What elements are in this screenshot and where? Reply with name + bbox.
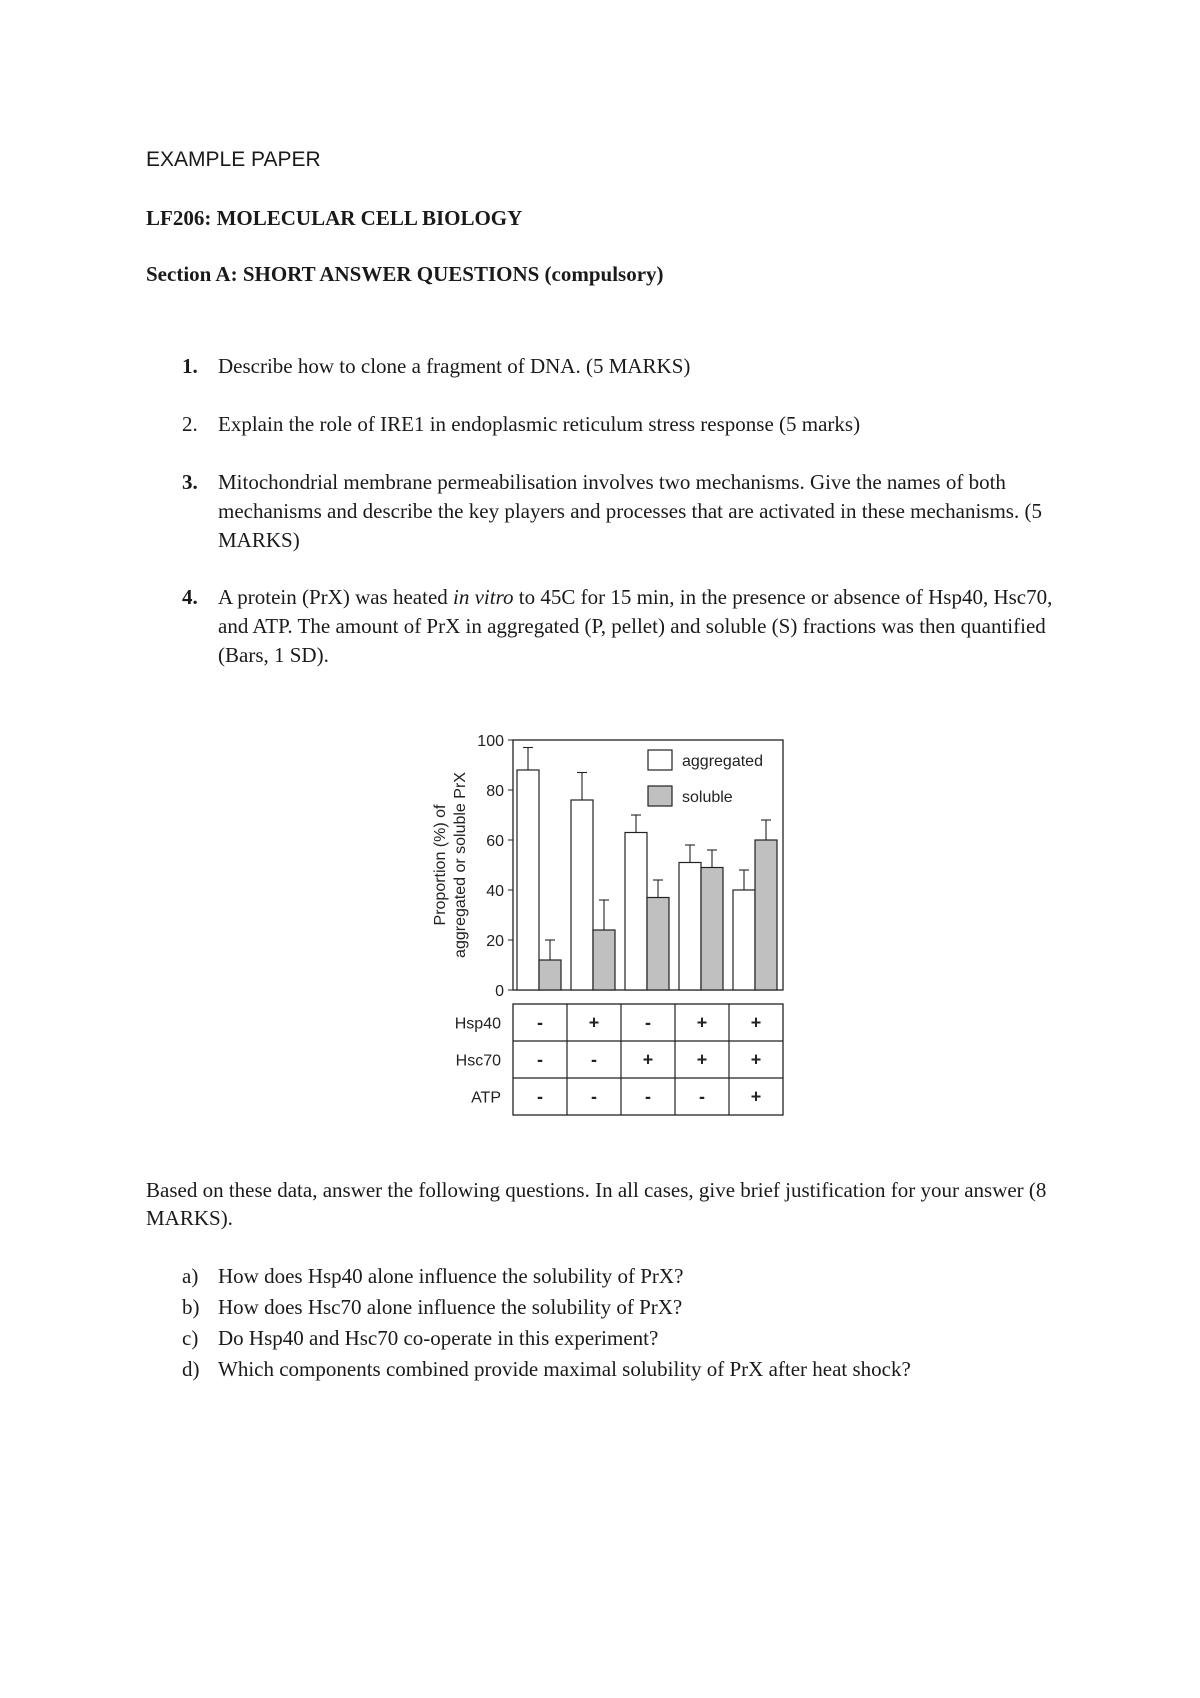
condition-row-label: ATP bbox=[471, 1089, 501, 1107]
condition-cell: - bbox=[537, 1049, 543, 1070]
condition-cell: - bbox=[591, 1086, 597, 1107]
legend-swatch-soluble bbox=[648, 786, 672, 806]
condition-cell: + bbox=[696, 1049, 708, 1070]
aggregated-bar bbox=[517, 770, 539, 990]
soluble-bar bbox=[701, 868, 723, 991]
aggregated-bar bbox=[571, 800, 593, 990]
y-tick-label: 20 bbox=[486, 933, 504, 950]
question-number: 2. bbox=[182, 412, 198, 436]
condition-cell: - bbox=[699, 1086, 705, 1107]
subquestions-intro: Based on these data, answer the following questions. In all cases, give brief justification for your answer (8 MARKS). bbox=[146, 1178, 1047, 1230]
question-text-end: to 45C for 15 min, in the presence or absence of Hsp40, Hsc70, and ATP. The amount of PrX in aggregated (P, pellet) and soluble (S) fractions was then quantified (Bars, 1 SD). bbox=[218, 585, 1053, 667]
condition-cell: - bbox=[645, 1012, 651, 1033]
question-text: Describe how to clone a fragment of DNA. (5 MARKS) bbox=[218, 354, 691, 378]
legend-label-aggregated: aggregated bbox=[682, 753, 763, 770]
soluble-bar bbox=[647, 898, 669, 991]
question-number: 3. bbox=[182, 470, 198, 494]
condition-cell: + bbox=[750, 1086, 762, 1107]
question-text: Mitochondrial membrane permeabilisation involves two mechanisms. Give the names of both mechanisms and describe the key players and processes that are activated in these mechanisms. (5 MARKS) bbox=[218, 470, 1042, 552]
aggregated-bar bbox=[733, 890, 755, 990]
aggregated-bar bbox=[679, 863, 701, 991]
soluble-bar bbox=[593, 930, 615, 990]
condition-cell: + bbox=[750, 1049, 762, 1070]
subquestion-text: Which components combined provide maximal solubility of PrX after heat shock? bbox=[218, 1357, 911, 1381]
question-number: 1. bbox=[182, 354, 198, 378]
soluble-bar bbox=[755, 840, 777, 990]
question-text: Explain the role of IRE1 in endoplasmic reticulum stress response (5 marks) bbox=[218, 412, 861, 436]
y-tick-label: 0 bbox=[495, 983, 504, 1000]
subquestion-text: Do Hsp40 and Hsc70 co-operate in this experiment? bbox=[218, 1326, 659, 1350]
course-title: LF206: MOLECULAR CELL BIOLOGY bbox=[146, 206, 523, 230]
section-title: Section A: SHORT ANSWER QUESTIONS (compulsory) bbox=[146, 262, 664, 286]
y-axis-label: aggregated or soluble PrX bbox=[452, 772, 469, 958]
y-axis-label: Proportion (%) of bbox=[432, 804, 449, 926]
subquestion-label: b) bbox=[182, 1295, 200, 1319]
subquestion-label: d) bbox=[182, 1357, 200, 1381]
condition-cell: - bbox=[537, 1086, 543, 1107]
question-number: 4. bbox=[182, 585, 198, 609]
condition-cell: + bbox=[696, 1012, 708, 1033]
question-text bbox=[218, 583, 1066, 670]
subquestion-label: a) bbox=[182, 1264, 199, 1288]
question-text-start: A protein (PrX) was heated bbox=[218, 585, 454, 609]
chaperone-bar-chart bbox=[410, 720, 810, 1140]
condition-row-label: Hsc70 bbox=[455, 1052, 501, 1070]
subquestion-text: How does Hsp40 alone influence the solubility of PrX? bbox=[218, 1264, 684, 1288]
y-tick-label: 60 bbox=[486, 833, 504, 850]
chart-svg bbox=[410, 720, 810, 1140]
y-tick-label: 80 bbox=[486, 783, 504, 800]
condition-cell: + bbox=[642, 1049, 654, 1070]
condition-cell: - bbox=[591, 1049, 597, 1070]
y-tick-label: 100 bbox=[477, 733, 504, 750]
condition-cell: + bbox=[588, 1012, 600, 1033]
subquestion-label: c) bbox=[182, 1326, 199, 1350]
exam-label: EXAMPLE PAPER bbox=[146, 148, 321, 171]
subquestion-text: How does Hsc70 alone influence the solubility of PrX? bbox=[218, 1295, 683, 1319]
aggregated-bar bbox=[625, 833, 647, 991]
soluble-bar bbox=[539, 960, 561, 990]
y-tick-label: 40 bbox=[486, 883, 504, 900]
question-text-italic: in vitro bbox=[453, 585, 514, 609]
condition-cell: - bbox=[537, 1012, 543, 1033]
legend-swatch-aggregated bbox=[648, 750, 672, 770]
legend-label-soluble: soluble bbox=[682, 789, 733, 806]
condition-cell: - bbox=[645, 1086, 651, 1107]
condition-row-label: Hsp40 bbox=[454, 1015, 501, 1033]
condition-cell: + bbox=[750, 1012, 762, 1033]
